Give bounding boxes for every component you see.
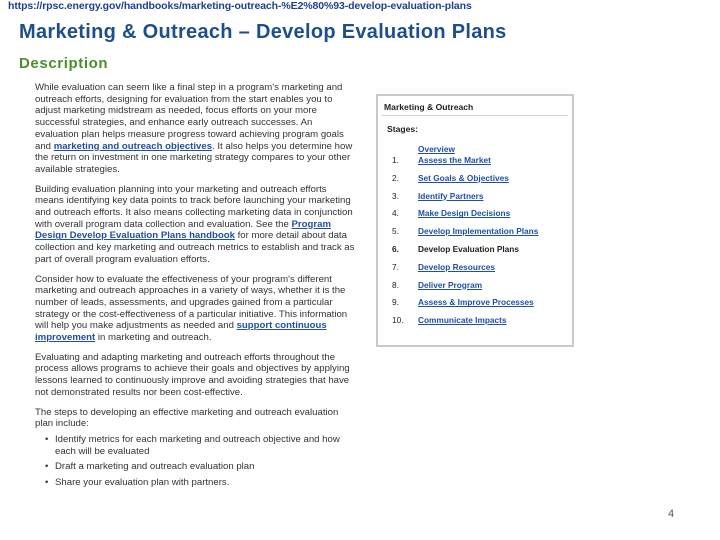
paragraph-text: Building evaluation planning into your marketing and outreach efforts means identifying key data points to track before launching your marketing and outreach efforts. It also means collecting marketing data in conjunction with overall program data collection and evaluation. See the (35, 183, 353, 230)
stage-item[interactable] (392, 315, 570, 333)
paragraph-3 (35, 274, 357, 344)
stage-number: 1. (392, 155, 399, 165)
continuous-improvement-link[interactable]: support continuous improvement (35, 320, 327, 344)
stage-link[interactable]: Make Design Decisions (418, 208, 511, 219)
list-item: • Share your evaluation plan with partners. (45, 477, 357, 489)
divider (382, 115, 568, 116)
description-body (35, 82, 357, 493)
stage-link[interactable]: Assess the Market (418, 155, 491, 165)
stage-label-current: Develop Evaluation Plans (418, 243, 519, 254)
paragraph-2 (35, 184, 357, 266)
stage-link[interactable]: Deliver Program (418, 279, 483, 290)
paragraph-text: Consider how to evaluate the effectiveness of your program's different marketing and outreach approaches in a variety of ways, whether it is the number of leads, assessments, and upgrades gained from a particular strategy or the cost-effectiveness of a particular initiative. This information will help you make adjustments as needed and (35, 273, 348, 332)
stage-item[interactable] (392, 297, 570, 315)
stage-item[interactable] (392, 173, 570, 191)
page-number: 4 (668, 508, 675, 520)
section-heading: Description (19, 55, 109, 72)
stage-number: 10. (392, 315, 404, 326)
stage-item[interactable] (392, 226, 570, 244)
stage-number: 4. (392, 208, 399, 219)
paragraph-1 (35, 82, 357, 176)
stages-sidebar (376, 94, 574, 347)
list-item: • Draft a marketing and outreach evaluation plan (45, 461, 357, 473)
paragraph-4: Evaluating and adapting marketing and outreach efforts throughout the process allows programs to achieve their goals and objectives by applying lessons learned to continuously improve and avoiding strategies that have not demonstrated results nor been cost-effective. (35, 351, 350, 398)
marketing-objectives-link[interactable]: marketing and outreach objectives (53, 140, 213, 152)
stage-number: 7. (392, 261, 399, 272)
stage-link[interactable]: Identify Partners (418, 190, 484, 201)
paragraph-text: . It also helps you determine how the return on investment in one marketing strategy compares to your other available strategies. (35, 140, 353, 175)
stage-link[interactable]: Set Goals & Objectives (418, 172, 509, 183)
paragraph-text: While evaluation can seem like a final step in a program's marketing and outreach efforts, designing for evaluation from the start enables you to adjust marketing midstream as needed, focus efforts on your more successful strategies, and enhance early outreach successes. An evaluation plan helps measure progress toward achieving program goals and (35, 82, 344, 152)
stage-link[interactable]: Develop Implementation Plans (418, 226, 539, 237)
sidebar-title: Marketing & Outreach (384, 102, 474, 112)
stage-item[interactable] (392, 262, 570, 280)
paragraph-text: for more detail about data collection and key marketing and outreach metrics to establish and track as part of overall program evaluation efforts. (35, 230, 355, 265)
stage-item[interactable] (392, 208, 570, 226)
stage-number: 8. (392, 279, 399, 290)
list-item: • Identify metrics for each marketing and outreach objective and how each will be evaluated (45, 434, 357, 457)
stages-label: Stages: (387, 124, 419, 134)
stage-number: 9. (392, 297, 399, 308)
stage-number: 5. (392, 226, 399, 237)
stage-item[interactable] (392, 280, 570, 298)
stage-number: 2. (392, 172, 399, 183)
stage-number: 6. (392, 243, 399, 254)
page-title: Marketing & Outreach – Develop Evaluation Plans (19, 21, 507, 43)
stage-item-current (392, 244, 570, 262)
evaluation-plans-handbook-link[interactable]: Program Design Develop Evaluation Plans handbook (35, 218, 331, 242)
stages-list (392, 155, 570, 333)
paragraph-5: The steps to developing an effective marketing and outreach evaluation plan include: (35, 406, 339, 430)
stage-item[interactable] (392, 155, 570, 173)
paragraph-text: in marketing and outreach. (95, 332, 212, 344)
stage-link[interactable]: Assess & Improve Processes (418, 297, 534, 308)
stage-link[interactable]: Communicate Impacts (418, 315, 507, 326)
stage-item[interactable] (392, 191, 570, 209)
steps-list (35, 434, 357, 489)
stage-number: 3. (392, 190, 399, 201)
overview-link[interactable]: Overview (418, 144, 455, 154)
page-url[interactable]: https://rpsc.energy.gov/handbooks/marketing-outreach-%E2%80%93-develop-evaluation-plans (8, 0, 472, 12)
stage-link[interactable]: Develop Resources (418, 261, 496, 272)
